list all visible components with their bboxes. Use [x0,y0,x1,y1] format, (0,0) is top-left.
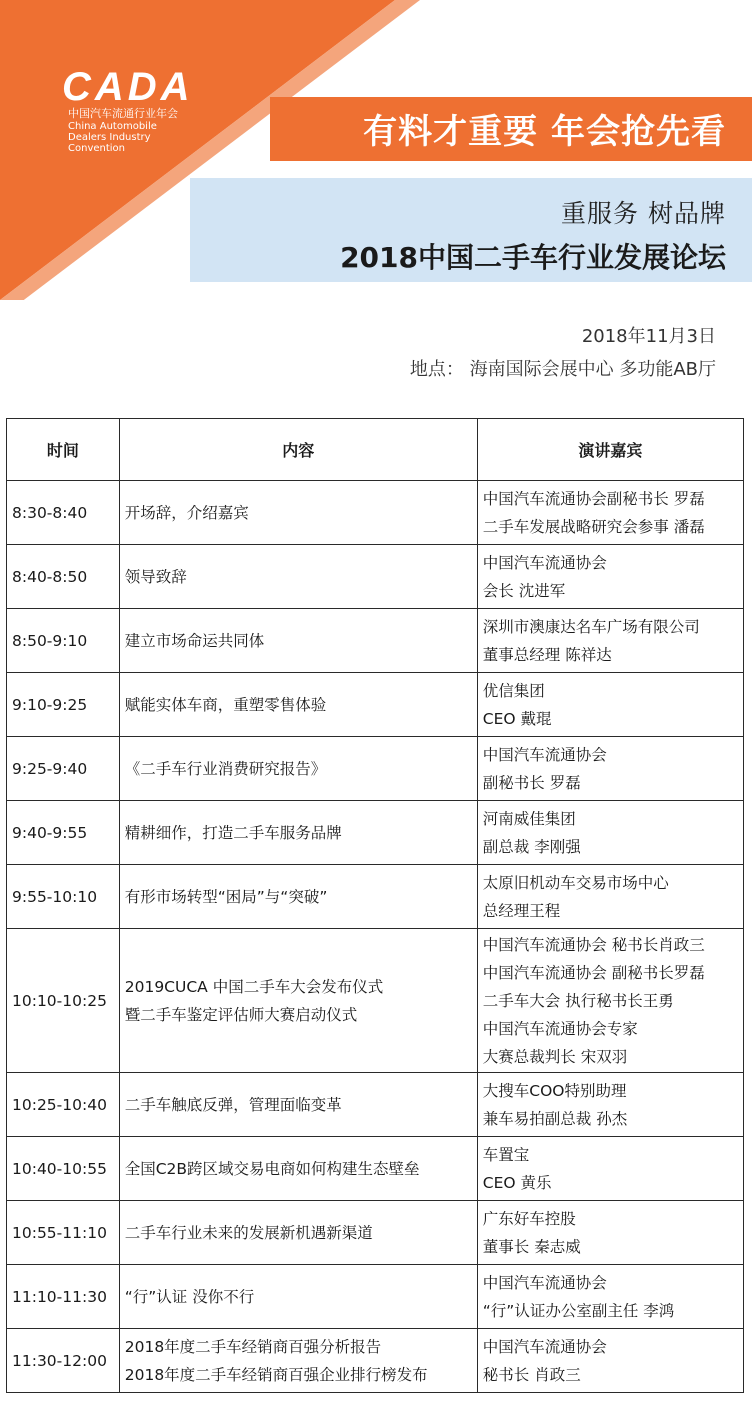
speaker-line: 优信集团 [482,681,545,700]
speaker-line: 董事长 秦志威 [482,1237,581,1256]
speaker-line: 会长 沈进军 [482,581,566,600]
cell-speakers [477,737,743,801]
content-line: 二手车触底反弹，管理面临变革 [124,1095,342,1114]
content-line: 精耕细作，打造二手车服务品牌 [124,823,342,842]
speaker-line: 河南威佳集团 [482,809,576,828]
speaker-line: 大搜车COO特别助理 [482,1081,627,1100]
table-header-row [7,419,744,481]
content-line: 赋能实体车商，重塑零售体验 [124,695,327,714]
cell-speakers [477,1073,743,1137]
header-speakers: 演讲嘉宾 [477,419,743,481]
cell-content [119,1201,477,1265]
event-date: 2018年11月3日 [581,326,716,347]
content-line: 2019CUCA 中国二手车大会发布仪式 [124,977,384,996]
cell-time: 10:55-11:10 [7,1201,120,1265]
cell-content [119,481,477,545]
speaker-line: 兼车易拍副总裁 孙杰 [482,1109,628,1128]
forum-title: 2018中国二手车行业发展论坛 [340,241,726,274]
cell-speakers [477,1265,743,1329]
speaker-line: 深圳市澳康达名车广场有限公司 [482,617,700,636]
speaker-line: 中国汽车流通协会 [482,745,607,764]
cell-content [119,737,477,801]
schedule-body [7,481,744,1393]
speaker-line: “行”认证办公室副主任 李鸿 [482,1301,675,1320]
table-row [7,673,744,737]
speaker-line: 中国汽车流通协会 秘书长肖政三 [482,935,705,954]
cell-content [119,609,477,673]
content-line: 2018年度二手车经销商百强企业排行榜发布 [124,1365,428,1384]
content-line: 开场辞，介绍嘉宾 [124,503,249,522]
table-row [7,1073,744,1137]
cell-speakers [477,1137,743,1201]
content-line: “行”认证 没你不行 [124,1287,255,1306]
speaker-line: 副秘书长 罗磊 [482,773,581,792]
slogan: 有料才重要 年会抢先看 [363,112,726,152]
cell-time: 8:40-8:50 [7,545,120,609]
table-row [7,545,744,609]
cell-content [119,1265,477,1329]
cell-time: 10:10-10:25 [7,929,120,1073]
table-row [7,609,744,673]
table-row [7,1329,744,1393]
speaker-line: 总经理王程 [482,901,561,920]
speaker-line: 中国汽车流通协会 副秘书长罗磊 [482,963,705,982]
cell-time: 10:25-10:40 [7,1073,120,1137]
speaker-line: 太原旧机动车交易市场中心 [482,873,669,892]
table-row [7,801,744,865]
cell-speakers [477,481,743,545]
table-row [7,1137,744,1201]
logo-en-name: China Automobile Dealers Industry Convention [68,121,157,154]
cell-time: 9:10-9:25 [7,673,120,737]
cell-content [119,1137,477,1201]
cell-content [119,1329,477,1393]
speaker-line: 车置宝 [482,1145,530,1164]
cell-time: 11:10-11:30 [7,1265,120,1329]
cell-speakers [477,609,743,673]
content-line: 建立市场命运共同体 [124,631,265,650]
cell-speakers [477,865,743,929]
content-line: 领导致辞 [124,567,187,586]
content-line: 二手车行业未来的发展新机遇新渠道 [124,1223,373,1242]
cell-content [119,673,477,737]
cell-content [119,801,477,865]
speaker-line: CEO 戴琨 [482,709,552,728]
logo-cn-name: 中国汽车流通行业年会 [68,107,178,120]
speaker-line: 大赛总裁判长 宋双羽 [482,1047,628,1066]
event-location: 地点： 海南国际会展中心 多功能AB厅 [409,359,716,380]
table-row [7,929,744,1073]
content-line: 2018年度二手车经销商百强分析报告 [124,1337,382,1356]
cell-content [119,929,477,1073]
speaker-line: 副总裁 李刚强 [482,837,581,856]
speaker-line: 广东好车控股 [482,1209,576,1228]
speaker-line: 中国汽车流通协会专家 [482,1019,638,1038]
speaker-line: 二手车大会 执行秘书长王勇 [482,991,674,1010]
cell-time: 11:30-12:00 [7,1329,120,1393]
content-line: 《二手车行业消费研究报告》 [124,759,327,778]
subtitle: 重服务 树品牌 [561,199,726,228]
speaker-line: 中国汽车流通协会 [482,1273,607,1292]
speaker-line: 秘书长 肖政三 [482,1365,581,1384]
table-row [7,865,744,929]
table-row [7,1265,744,1329]
content-line: 暨二手车鉴定评估师大赛启动仪式 [124,1005,358,1024]
cell-speakers [477,1329,743,1393]
speaker-line: 中国汽车流通协会副秘书长 罗磊 [482,489,705,508]
cell-time: 9:55-10:10 [7,865,120,929]
cell-speakers [477,801,743,865]
table-row [7,481,744,545]
header-time: 时间 [7,419,120,481]
table-row [7,737,744,801]
svg-text:CADA: CADA [62,66,194,104]
speaker-line: 中国汽车流通协会 [482,1337,607,1356]
header-banner [0,0,752,300]
cell-time: 8:30-8:40 [7,481,120,545]
speaker-line: CEO 黄乐 [482,1173,552,1192]
header-content: 内容 [119,419,477,481]
speaker-line: 董事总经理 陈祥达 [482,645,612,664]
cell-content [119,1073,477,1137]
cell-content [119,865,477,929]
cell-time: 9:40-9:55 [7,801,120,865]
speaker-line: 中国汽车流通协会 [482,553,607,572]
cell-time: 9:25-9:40 [7,737,120,801]
cada-logo [62,66,242,104]
cell-speakers [477,1201,743,1265]
cell-speakers [477,673,743,737]
table-row [7,1201,744,1265]
content-line: 全国C2B跨区域交易电商如何构建生态壁垒 [124,1159,420,1178]
cell-content [119,545,477,609]
content-line: 有形市场转型“困局”与“突破” [124,887,328,906]
cell-time: 8:50-9:10 [7,609,120,673]
cell-speakers [477,545,743,609]
cell-time: 10:40-10:55 [7,1137,120,1201]
speaker-line: 二手车发展战略研究会参事 潘磊 [482,517,705,536]
schedule-table [6,418,744,1393]
cell-speakers [477,929,743,1073]
